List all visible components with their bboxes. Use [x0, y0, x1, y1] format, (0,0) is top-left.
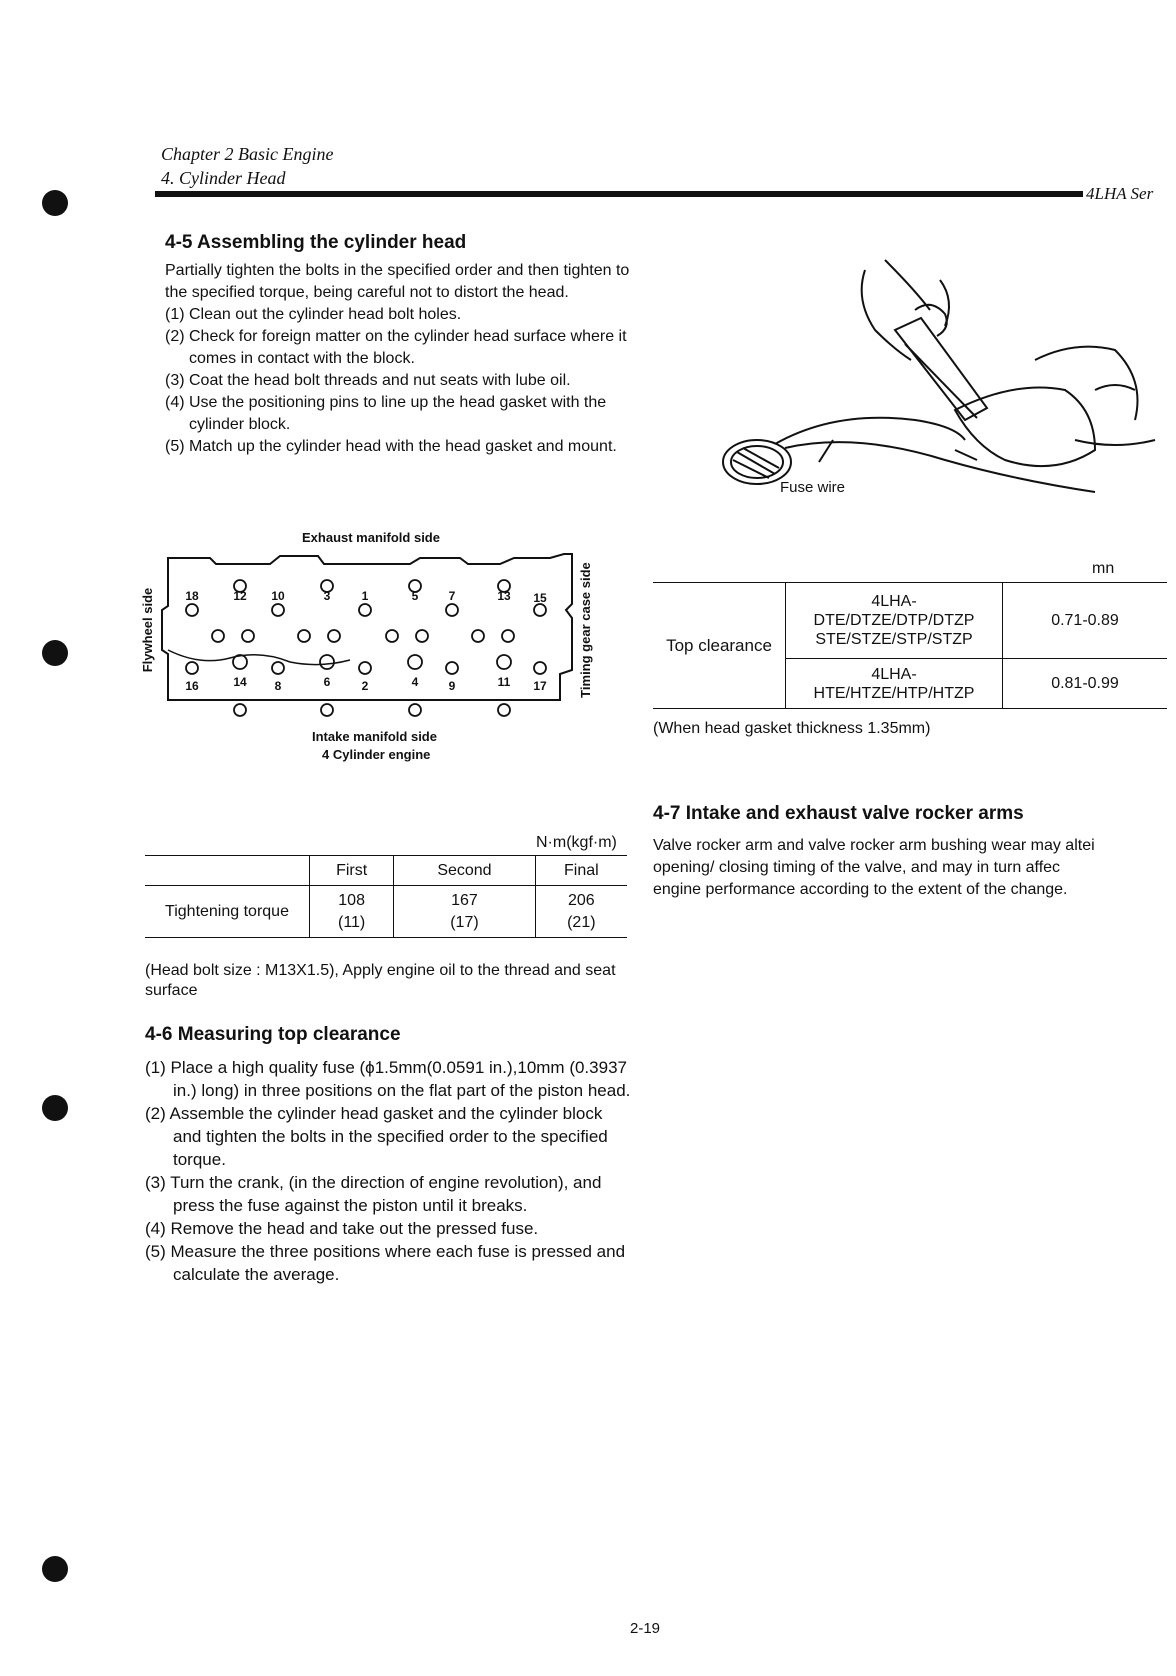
bolt-number: 7	[448, 589, 456, 603]
piston	[955, 388, 1095, 467]
pushrod-hole	[298, 630, 310, 642]
pushrod-hole	[386, 630, 398, 642]
model-line: STE/STZE/STP/STZP	[815, 631, 973, 648]
hand-lower	[1035, 347, 1155, 445]
step: (4) Use the positioning pins to line up the head gasket with the cylinder block.	[165, 394, 607, 433]
model-line: HTE/HTZE/HTP/HTZP	[813, 684, 975, 702]
binder-hole	[42, 1556, 68, 1582]
chapter-title: Chapter 2 Basic Engine	[161, 144, 334, 164]
section-4-5	[165, 232, 647, 458]
bolt-hole	[408, 655, 422, 669]
bolt-hole	[233, 655, 247, 669]
model-line: 4LHA-	[871, 593, 917, 610]
model-line: DTE/DTZE/DTP/DTZP	[813, 612, 975, 629]
binder-hole	[42, 1095, 68, 1121]
torque-value: 108	[338, 891, 365, 909]
series-label: 4LHA Ser	[1086, 184, 1154, 203]
page-number: 2-19	[630, 1620, 661, 1637]
bolt-number: 6	[323, 675, 331, 689]
torque-unit: N·m(kgf·m)	[536, 834, 617, 851]
bolt-hole	[534, 662, 546, 674]
bolt-hole	[359, 662, 371, 674]
torque-header: Final	[535, 856, 627, 886]
clearance-unit: mn	[1092, 560, 1115, 577]
diagram-right-label: Timing gear case side	[578, 562, 593, 698]
step: (3) Coat the head bolt threads and nut seats with lube oil.	[165, 372, 571, 389]
bolt-hole	[186, 604, 198, 616]
binder-hole	[42, 190, 68, 216]
section-4-7-line: opening/ closing timing of the valve, and may in turn affec	[653, 859, 1061, 876]
bolt-number: 2	[361, 679, 369, 693]
bolt-hole	[234, 704, 246, 716]
section-title: 4. Cylinder Head	[161, 168, 286, 188]
section-4-6-title: 4-6 Measuring top clearance	[145, 1024, 401, 1045]
step: (5) Measure the three positions where each fuse is pressed and calculate the average.	[145, 1242, 626, 1284]
torque-value: 206	[567, 891, 595, 909]
fuse-wire	[775, 418, 965, 444]
torque-row-label: Tightening torque	[145, 886, 310, 938]
pushrod-hole	[328, 630, 340, 642]
pushrod-hole	[416, 630, 428, 642]
bolt-number: 18	[185, 589, 199, 603]
pushrod-hole	[242, 630, 254, 642]
torque-table	[145, 855, 627, 938]
step: (4) Remove the head and take out the pressed fuse.	[145, 1219, 539, 1238]
bolt-hole	[498, 704, 510, 716]
torque-value: 167	[451, 891, 478, 909]
binder-hole	[42, 640, 68, 666]
pushrod-hole	[472, 630, 484, 642]
clearance-table	[653, 582, 1167, 709]
bolt-order-diagram	[140, 550, 610, 730]
bolt-hole	[409, 704, 421, 716]
step: (2) Check for foreign matter on the cylinder head surface where it comes in contact with the block.	[165, 328, 627, 367]
bolt-number: 8	[274, 679, 282, 693]
diagram-bottom-label: Intake manifold side	[312, 729, 437, 744]
bolt-number: 1	[361, 589, 369, 603]
bolt-hole	[497, 655, 511, 669]
bolt-number: 13	[497, 589, 511, 603]
clearance-row-label: Top clearance	[666, 635, 772, 655]
bolt-number: 11	[497, 675, 511, 689]
bolt-note: (Head bolt size : M13X1.5), Apply engine oil to the thread and seat surface	[145, 962, 616, 999]
section-4-6	[145, 1024, 633, 1286]
bolt-number: 4	[411, 675, 419, 689]
bolt-hole	[186, 662, 198, 674]
bolt-number: 17	[533, 679, 547, 693]
step: (3) Turn the crank, (in the direction of engine revolution), and press the fuse against the piston until it breaks.	[145, 1173, 602, 1215]
fuse-illustration	[715, 240, 1165, 510]
bolt-number: 16	[185, 679, 199, 693]
bolt-number: 12	[233, 589, 247, 603]
bolt-hole	[320, 655, 334, 669]
diagram-caption: 4 Cylinder engine	[322, 747, 431, 762]
hand-upper	[862, 270, 911, 360]
diagram-top-label: Exhaust manifold side	[302, 530, 440, 545]
section-4-7	[653, 803, 1173, 901]
section-4-7-line: engine performance according to the extent of the change.	[653, 881, 1068, 898]
bolt-hole	[359, 604, 371, 616]
bolt-hole	[272, 662, 284, 674]
bolt-hole	[446, 604, 458, 616]
clearance-value: 0.71-0.89	[1003, 583, 1168, 659]
diagram-left-label: Flywheel side	[140, 587, 155, 673]
step: (5) Match up the cylinder head with the head gasket and mount.	[165, 438, 617, 455]
torque-kgf: (17)	[450, 913, 479, 931]
section-4-5-title: 4-5 Assembling the cylinder head	[165, 232, 467, 253]
torque-kgf: (11)	[337, 913, 366, 931]
header-rule	[155, 191, 1083, 197]
bolt-number: 14	[233, 675, 247, 689]
step: (1) Clean out the cylinder head bolt holes.	[165, 306, 462, 323]
clearance-note: (When head gasket thickness 1.35mm)	[653, 720, 931, 737]
step: (1) Place a high quality fuse (ϕ1.5mm(0.0591 in.),10mm (0.3937 in.) long) in three positions on the flat part of the piston head.	[145, 1058, 631, 1100]
clearance-value: 0.81-0.99	[1051, 674, 1119, 692]
bolt-number: 5	[411, 589, 419, 603]
bolt-hole	[446, 662, 458, 674]
model-line: 4LHA-	[871, 665, 917, 683]
bolt-number: 10	[271, 589, 285, 603]
section-4-5-intro: Partially tighten the bolts in the specified order and then tighten to the specified torque, being careful not to distort the head.	[165, 262, 630, 301]
section-4-7-title: 4-7 Intake and exhaust valve rocker arms	[653, 803, 1024, 824]
torque-header: Second	[394, 856, 535, 886]
bolt-number: 3	[323, 589, 331, 603]
torque-kgf: (21)	[567, 913, 596, 931]
step: (2) Assemble the cylinder head gasket and the cylinder block and tighten the bolts in the specified order to the specified torque.	[145, 1104, 608, 1169]
bolt-hole	[534, 604, 546, 616]
bolt-hole	[321, 704, 333, 716]
pushrod-hole	[502, 630, 514, 642]
bolt-hole	[272, 604, 284, 616]
torque-header: First	[310, 856, 394, 886]
section-4-7-line: Valve rocker arm and valve rocker arm bushing wear may altei	[653, 837, 1095, 854]
pushrod-hole	[212, 630, 224, 642]
fuse-wire-label: Fuse wire	[780, 479, 846, 496]
bolt-number: 15	[533, 591, 547, 605]
bolt-number: 9	[448, 679, 456, 693]
